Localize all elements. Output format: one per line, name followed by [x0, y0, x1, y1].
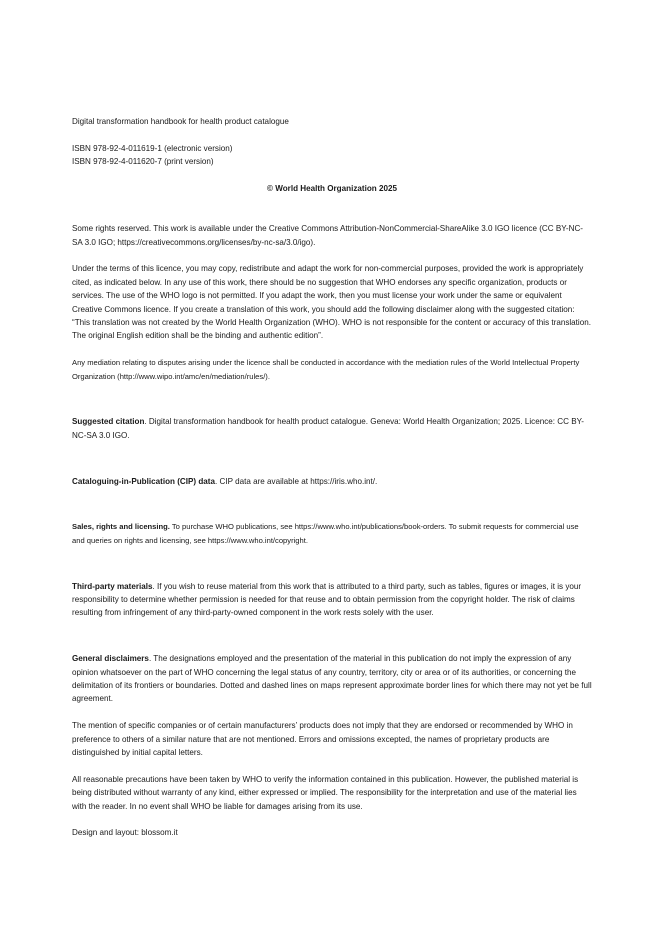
- suggested-citation-paragraph: [72, 415, 592, 442]
- cip-label: Cataloguing-in-Publication (CIP) data: [72, 476, 215, 486]
- page-content: [72, 115, 592, 840]
- third-party-paragraph: [72, 580, 592, 620]
- isbn-print: ISBN 978-92-4-011620-7 (print version): [72, 157, 214, 167]
- cip-paragraph: [72, 475, 592, 488]
- copyright-notice: [72, 182, 592, 195]
- rights-reserved-paragraph: Some rights reserved. This work is available under the Creative Commons Attribution-NonCommercial-ShareAlike 3.0 IGO licence (CC BY-NC-SA 3.0 IGO; https://creativecommons.org/licenses/by-nc-sa/3.0/igo).: [72, 224, 583, 247]
- companies-paragraph: The mention of specific companies or of certain manufacturers’ products does not imply that they are endorsed or recommended by WHO in preference to others of a similar nature that are not mentioned. Errors and omissions excepted, the names of proprietary products are distinguished by initial capital letters.: [72, 721, 573, 758]
- third-party-label: Third-party materials: [72, 581, 153, 591]
- third-party-text: . If you wish to reuse material from this work that is attributed to a third party, such as tables, figures or images, it is your responsibility to determine whether permission is needed for that reuse and to obtain permission from the copyright holder. The risk of claims resulting from infringement of any third-party-owned component in the work rests solely with the user.: [72, 581, 582, 618]
- general-disclaimers-label: General disclaimers: [72, 654, 149, 664]
- licence-terms-paragraph: Under the terms of this licence, you may copy, redistribute and adapt the work for non-commercial purposes, provided the work is appropriately cited, as indicated below. In any use of this work, there should be no suggestion that WHO endorses any specific organization, products or services. The use of the WHO logo is not permitted. If you adapt the work, then you must license your work under the same or equivalent Creative Commons licence. If you create a translation of this work, you should add the following disclaimer along with the suggested citation: “This translation was not created by the World Health Organization (WHO). WHO is not responsible for the content or accuracy of this translation. The original English edition shall be the binding and authentic edition”.: [72, 264, 591, 341]
- publication-title: Digital transformation handbook for health product catalogue: [72, 117, 289, 126]
- copyright-text: © World Health Organization 2025: [267, 184, 397, 193]
- precautions-paragraph: All reasonable precautions have been taken by WHO to verify the information contained in this publication. However, the published material is being distributed without warranty of any kind, either expressed or implied. The responsibility for the interpretation and use of the material lies with the reader. In no event shall WHO be liable for damages arising from its use.: [72, 774, 579, 811]
- sales-text: To purchase WHO publications, see https://www.who.int/publications/book-orders. To submit requests for commercial use and queries on rights and licensing, see https://www.who.int/copyright.: [72, 522, 579, 545]
- design-credit: Design and layout: blossom.it: [72, 828, 178, 838]
- suggested-citation-text: . Digital transformation handbook for health product catalogue. Geneva: World Health Organization; 2025. Licence: CC BY-NC-SA 3.0 IGO.: [72, 417, 584, 440]
- general-disclaimers-paragraph: [72, 652, 592, 706]
- sales-paragraph: [72, 520, 592, 547]
- suggested-citation-label: Suggested citation: [72, 417, 145, 427]
- sales-label: Sales, rights and licensing.: [72, 522, 170, 532]
- mediation-paragraph: Any mediation relating to disputes arising under the licence shall be conducted in accordance with the mediation rules of the World Intellectual Property Organization (http://www.wipo.int/amc/en/mediation/rules/).: [72, 358, 580, 381]
- cip-text: . CIP data are available at https://iris.who.int/.: [214, 476, 378, 486]
- general-disclaimers-text: . The designations employed and the presentation of the material in this publication do not imply the expression of any opinion whatsoever on the part of WHO concerning the legal status of any country, territory, city or area or of its authorities, or concerning the delimitation of its frontiers or boundaries. Dotted and dashed lines on maps represent approximate border lines for which there may not yet be full agreement.: [72, 654, 592, 704]
- isbn-electronic: ISBN 978-92-4-011619-1 (electronic version): [72, 143, 233, 153]
